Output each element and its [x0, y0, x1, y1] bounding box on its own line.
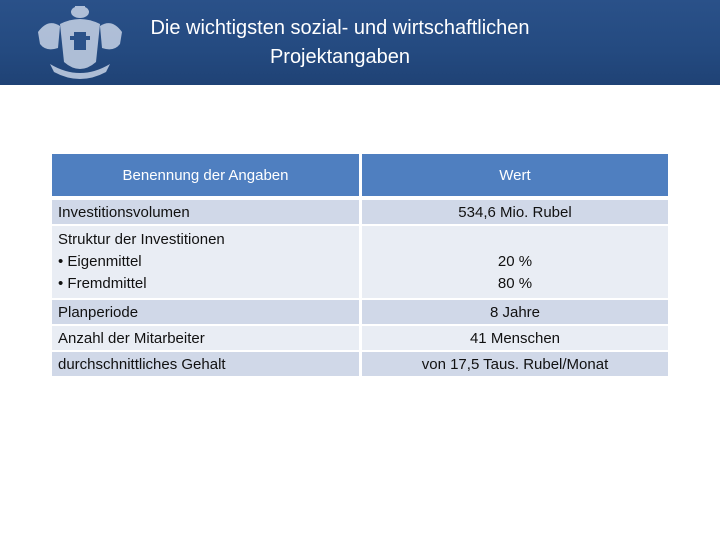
- project-data-table: [52, 152, 668, 378]
- table-header-row: [52, 154, 668, 198]
- row-label: Investitionsvolumen: [52, 200, 362, 224]
- row-value: [362, 226, 668, 298]
- column-header-name: Benennung der Angaben: [52, 154, 362, 198]
- header-bar: [0, 0, 720, 85]
- row-value: von 17,5 Taus. Rubel/Monat: [362, 352, 668, 376]
- row-value: 8 Jahre: [362, 300, 668, 324]
- table-row: [52, 326, 668, 350]
- row-label: Planperiode: [52, 300, 362, 324]
- row-label-line: • Eigenmittel: [58, 253, 142, 270]
- table-row: [52, 200, 668, 224]
- title-line-2: Projektangaben: [269, 46, 411, 68]
- row-value-line: 20 %: [497, 253, 533, 270]
- row-label: durchschnittliches Gehalt: [52, 352, 362, 376]
- row-label-line: Struktur der Investitionen: [58, 231, 225, 248]
- page-title: [140, 14, 540, 72]
- column-header-value: Wert: [362, 154, 668, 198]
- title-line-1: Die wichtigsten sozial- und wirtschaftlichen: [150, 17, 530, 39]
- row-value: 41 Menschen: [362, 326, 668, 350]
- row-value-line: 80 %: [497, 275, 533, 292]
- row-value: 534,6 Mio. Rubel: [362, 200, 668, 224]
- table-row: [52, 352, 668, 376]
- table-row: [52, 226, 668, 298]
- row-label-line: • Fremdmittel: [58, 275, 147, 292]
- table-row: [52, 300, 668, 324]
- coat-of-arms-icon: [30, 2, 130, 82]
- row-label: Anzahl der Mitarbeiter: [52, 326, 362, 350]
- row-label: [52, 226, 362, 298]
